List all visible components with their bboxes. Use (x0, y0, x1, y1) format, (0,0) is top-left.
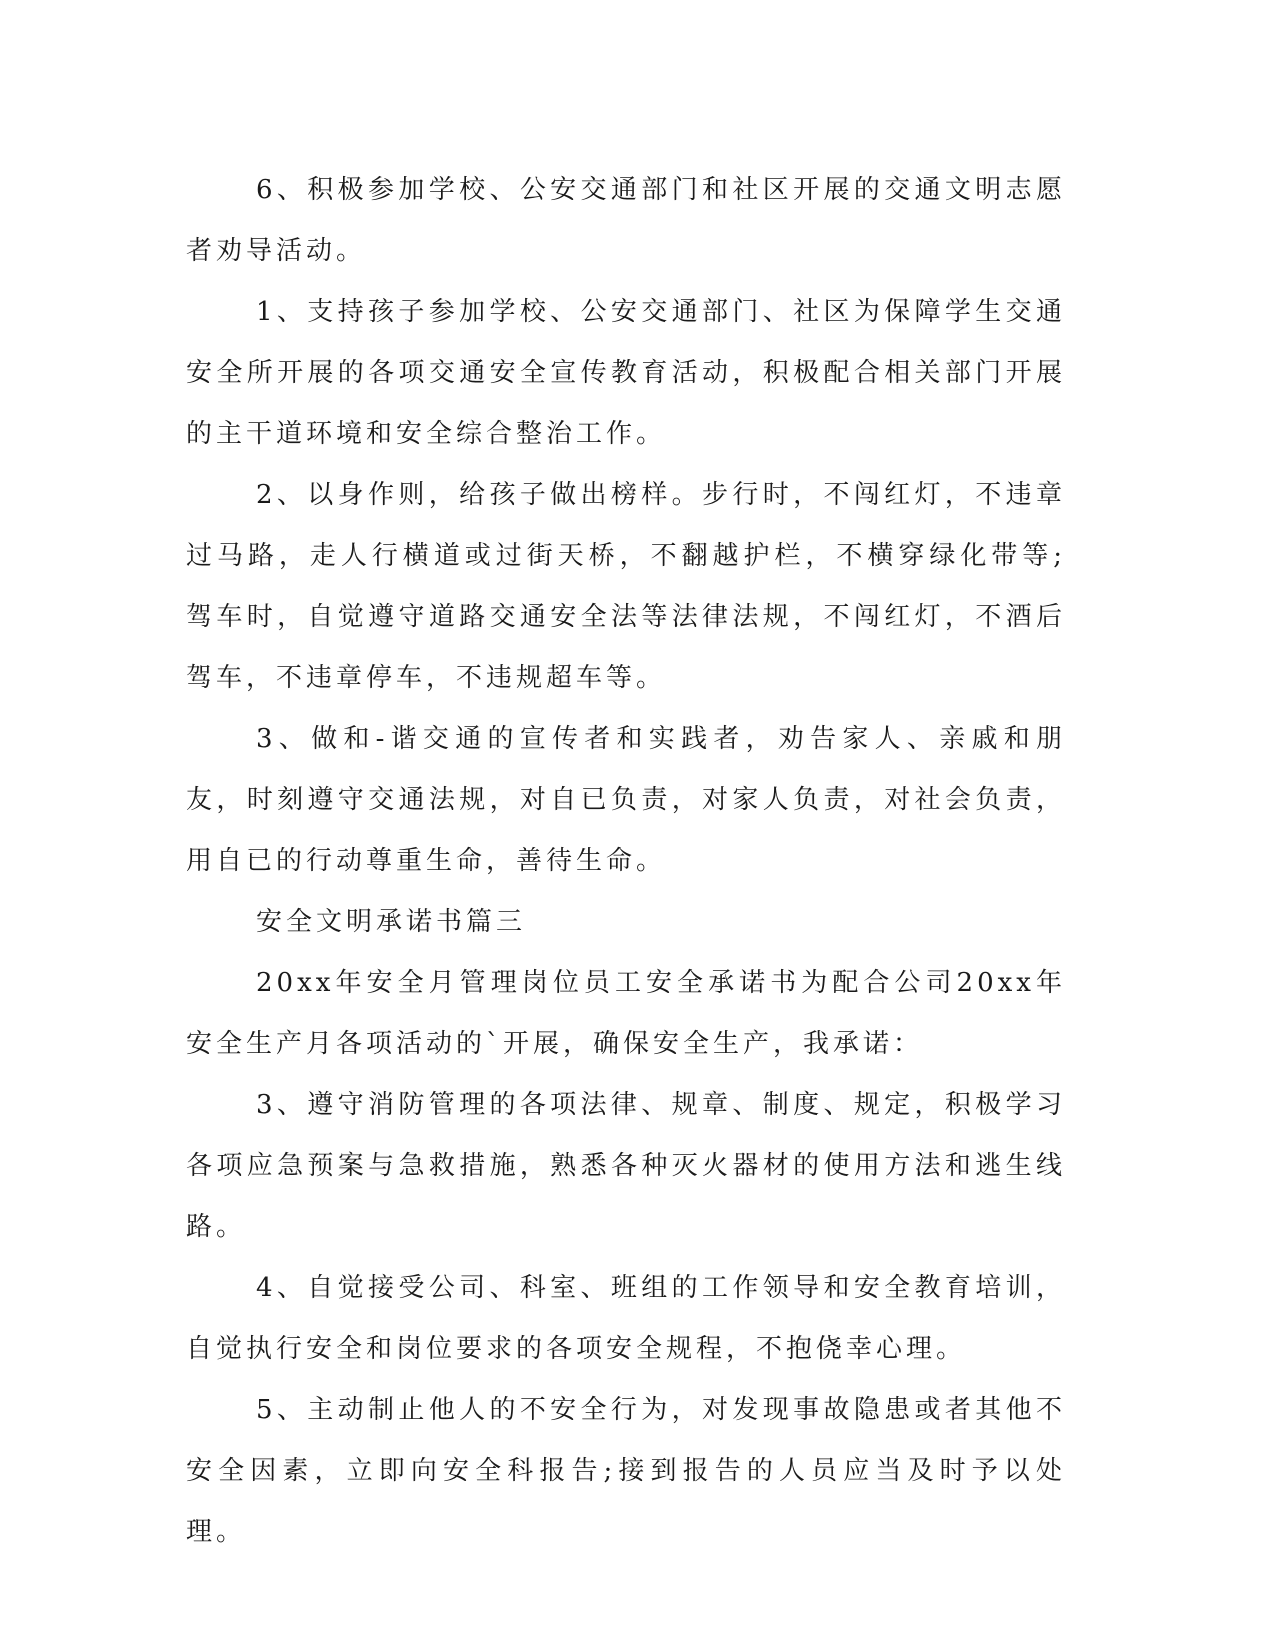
paragraph-safety-month-intro: 20xx年安全月管理岗位员工安全承诺书为配合公司20xx年安全生产月各项活动的`开展，确保安全生产，我承诺： (186, 968, 1066, 1059)
paragraph-item-2-lead-by-example: 2、以身作则，给孩子做出榜样。步行时，不闯红灯，不违章过马路，走人行横道或过街天桥，不翻越护栏，不横穿绿化带等;驾车时，自觉遵守道路交通安全法等法律法规，不闯红灯，不酒后驾车，不违章停车，不违规超车等。 (186, 480, 1066, 693)
paragraph-item-4-training: 4、自觉接受公司、科室、班组的工作领导和安全教育培训，自觉执行安全和岗位要求的各项安全规程，不抱侥幸心理。 (186, 1273, 1066, 1364)
document-body (186, 160, 1066, 1563)
paragraph-item-5-stop-unsafe: 5、主动制止他人的不安全行为，对发现事故隐患或者其他不安全因素，立即向安全科报告;接到报告的人员应当及时予以处理。 (186, 1395, 1066, 1547)
paragraph-item-3-harmonious-traffic: 3、做和-谐交通的宣传者和实践者，劝告家人、亲戚和朋友，时刻遵守交通法规，对自已负责，对家人负责，对社会负责，用自已的行动尊重生命，善待生命。 (186, 724, 1066, 876)
paragraph-item-1-support-children: 1、支持孩子参加学校、公安交通部门、社区为保障学生交通安全所开展的各项交通安全宣传教育活动，积极配合相关部门开展的主干道环境和安全综合整治工作。 (186, 297, 1066, 449)
section-heading: 安全文明承诺书篇三 (256, 907, 527, 937)
paragraph-item-6-volunteer: 6、积极参加学校、公安交通部门和社区开展的交通文明志愿者劝导活动。 (186, 175, 1066, 266)
paragraph-item-3-fire-safety: 3、遵守消防管理的各项法律、规章、制度、规定，积极学习各项应急预案与急救措施，熟悉各种灭火器材的使用方法和逃生线路。 (186, 1090, 1066, 1242)
